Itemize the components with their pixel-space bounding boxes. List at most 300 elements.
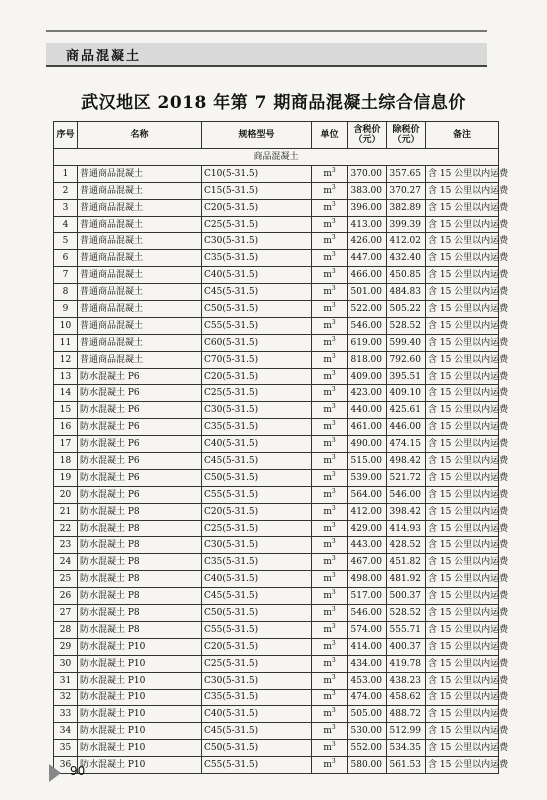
row-remark: 含 15 公里以内运费 xyxy=(426,436,499,453)
header-cell: 规格型号 xyxy=(202,122,312,149)
table-row xyxy=(54,368,499,385)
row-remark: 含 15 公里以内运费 xyxy=(426,554,499,571)
row-unit: $m^3$ xyxy=(312,165,348,182)
row-price-tax: 546.00 xyxy=(348,317,387,334)
row-spec: C30(5-31.5) xyxy=(202,672,312,689)
row-name: 普通商品混凝土 xyxy=(78,301,202,318)
row-price-notax: 546.00 xyxy=(387,486,426,503)
table-section-row xyxy=(54,149,499,166)
row-index: 25 xyxy=(54,571,78,588)
row-name: 防水混凝土 P6 xyxy=(78,385,202,402)
row-index: 35 xyxy=(54,740,78,757)
row-price-tax: 474.00 xyxy=(348,689,387,706)
row-name: 防水混凝土 P6 xyxy=(78,402,202,419)
row-remark: 含 15 公里以内运费 xyxy=(426,605,499,622)
row-index: 31 xyxy=(54,672,78,689)
row-name: 普通商品混凝土 xyxy=(78,199,202,216)
row-name: 防水混凝土 P8 xyxy=(78,571,202,588)
row-name: 防水混凝土 P8 xyxy=(78,537,202,554)
row-price-notax: 521.72 xyxy=(387,469,426,486)
row-price-tax: 447.00 xyxy=(348,250,387,267)
row-price-notax: 599.40 xyxy=(387,334,426,351)
row-spec: C25(5-31.5) xyxy=(202,216,312,233)
page-title: 武汉地区 2018 年第 7 期商品混凝土综合信息价 xyxy=(81,93,466,113)
row-remark: 含 15 公里以内运费 xyxy=(426,419,499,436)
table-row xyxy=(54,605,499,622)
row-remark: 含 15 公里以内运费 xyxy=(426,503,499,520)
table-row xyxy=(54,537,499,554)
row-spec: C15(5-31.5) xyxy=(202,182,312,199)
row-remark: 含 15 公里以内运费 xyxy=(426,182,499,199)
row-unit: $m^3$ xyxy=(312,571,348,588)
row-price-tax: 461.00 xyxy=(348,419,387,436)
table-row xyxy=(54,385,499,402)
row-unit: $m^3$ xyxy=(312,638,348,655)
row-remark: 含 15 公里以内运费 xyxy=(426,402,499,419)
row-price-tax: 522.00 xyxy=(348,301,387,318)
row-price-notax: 395.51 xyxy=(387,368,426,385)
row-index: 9 xyxy=(54,301,78,318)
row-index: 6 xyxy=(54,250,78,267)
row-name: 防水混凝土 P8 xyxy=(78,588,202,605)
row-name: 普通商品混凝土 xyxy=(78,216,202,233)
row-index: 3 xyxy=(54,199,78,216)
table-row xyxy=(54,503,499,520)
row-price-notax: 451.82 xyxy=(387,554,426,571)
row-unit: $m^3$ xyxy=(312,621,348,638)
triangle-marker-icon xyxy=(49,764,61,782)
row-price-tax: 466.00 xyxy=(348,267,387,284)
row-price-tax: 490.00 xyxy=(348,436,387,453)
table-row xyxy=(54,453,499,470)
row-spec: C30(5-31.5) xyxy=(202,537,312,554)
row-spec: C40(5-31.5) xyxy=(202,267,312,284)
table-row xyxy=(54,655,499,672)
row-unit: $m^3$ xyxy=(312,588,348,605)
row-unit: $m^3$ xyxy=(312,520,348,537)
row-price-notax: 400.37 xyxy=(387,638,426,655)
row-price-notax: 528.52 xyxy=(387,317,426,334)
row-spec: C10(5-31.5) xyxy=(202,165,312,182)
row-price-tax: 574.00 xyxy=(348,621,387,638)
row-remark: 含 15 公里以内运费 xyxy=(426,571,499,588)
row-name: 防水混凝土 P10 xyxy=(78,757,202,774)
row-index: 21 xyxy=(54,503,78,520)
row-price-notax: 512.99 xyxy=(387,723,426,740)
row-name: 防水混凝土 P6 xyxy=(78,453,202,470)
table-row xyxy=(54,267,499,284)
row-name: 防水混凝土 P6 xyxy=(78,419,202,436)
row-remark: 含 15 公里以内运费 xyxy=(426,368,499,385)
row-spec: C30(5-31.5) xyxy=(202,402,312,419)
page-number: 90 xyxy=(70,764,86,778)
price-table xyxy=(53,121,509,774)
row-spec: C25(5-31.5) xyxy=(202,520,312,537)
row-unit: $m^3$ xyxy=(312,469,348,486)
table-row xyxy=(54,233,499,250)
row-remark: 含 15 公里以内运费 xyxy=(426,199,499,216)
row-spec: C55(5-31.5) xyxy=(202,757,312,774)
row-index: 7 xyxy=(54,267,78,284)
row-price-notax: 498.42 xyxy=(387,453,426,470)
section-row-label: 商品混凝土 xyxy=(54,149,499,166)
row-name: 防水混凝土 P10 xyxy=(78,723,202,740)
row-name: 普通商品混凝土 xyxy=(78,267,202,284)
row-name: 防水混凝土 P6 xyxy=(78,469,202,486)
row-remark: 含 15 公里以内运费 xyxy=(426,250,499,267)
row-spec: C35(5-31.5) xyxy=(202,250,312,267)
row-price-tax: 818.00 xyxy=(348,351,387,368)
table-row xyxy=(54,689,499,706)
row-price-notax: 505.22 xyxy=(387,301,426,318)
row-index: 1 xyxy=(54,165,78,182)
row-price-tax: 383.00 xyxy=(348,182,387,199)
row-unit: $m^3$ xyxy=(312,334,348,351)
row-name: 普通商品混凝土 xyxy=(78,250,202,267)
row-price-tax: 396.00 xyxy=(348,199,387,216)
row-name: 普通商品混凝土 xyxy=(78,317,202,334)
row-index: 19 xyxy=(54,469,78,486)
row-unit: $m^3$ xyxy=(312,655,348,672)
row-name: 普通商品混凝土 xyxy=(78,334,202,351)
row-unit: $m^3$ xyxy=(312,250,348,267)
row-unit: $m^3$ xyxy=(312,351,348,368)
row-unit: $m^3$ xyxy=(312,402,348,419)
row-remark: 含 15 公里以内运费 xyxy=(426,216,499,233)
row-price-tax: 440.00 xyxy=(348,402,387,419)
row-name: 普通商品混凝土 xyxy=(78,351,202,368)
row-index: 20 xyxy=(54,486,78,503)
table-row xyxy=(54,588,499,605)
table-row xyxy=(54,723,499,740)
row-spec: C45(5-31.5) xyxy=(202,284,312,301)
table-row xyxy=(54,469,499,486)
row-price-tax: 429.00 xyxy=(348,520,387,537)
row-name: 防水混凝土 P8 xyxy=(78,605,202,622)
row-price-notax: 357.65 xyxy=(387,165,426,182)
row-remark: 含 15 公里以内运费 xyxy=(426,334,499,351)
row-unit: $m^3$ xyxy=(312,672,348,689)
row-unit: $m^3$ xyxy=(312,537,348,554)
row-spec: C40(5-31.5) xyxy=(202,436,312,453)
row-price-tax: 501.00 xyxy=(348,284,387,301)
row-unit: $m^3$ xyxy=(312,554,348,571)
table-row xyxy=(54,317,499,334)
row-index: 13 xyxy=(54,368,78,385)
row-spec: C35(5-31.5) xyxy=(202,689,312,706)
row-name: 普通商品混凝土 xyxy=(78,182,202,199)
row-spec: C35(5-31.5) xyxy=(202,419,312,436)
row-remark: 含 15 公里以内运费 xyxy=(426,233,499,250)
table-row xyxy=(54,436,499,453)
row-name: 普通商品混凝土 xyxy=(78,233,202,250)
row-spec: C70(5-31.5) xyxy=(202,351,312,368)
row-unit: $m^3$ xyxy=(312,757,348,774)
row-index: 24 xyxy=(54,554,78,571)
row-unit: $m^3$ xyxy=(312,267,348,284)
row-index: 36 xyxy=(54,757,78,774)
row-spec: C50(5-31.5) xyxy=(202,605,312,622)
row-remark: 含 15 公里以内运费 xyxy=(426,537,499,554)
row-spec: C55(5-31.5) xyxy=(202,486,312,503)
row-spec: C20(5-31.5) xyxy=(202,638,312,655)
row-name: 防水混凝土 P8 xyxy=(78,621,202,638)
row-unit: $m^3$ xyxy=(312,740,348,757)
header-cell: 含税价 （元） xyxy=(348,122,387,149)
row-price-notax: 409.10 xyxy=(387,385,426,402)
row-spec: C50(5-31.5) xyxy=(202,301,312,318)
row-name: 防水混凝土 P8 xyxy=(78,503,202,520)
row-price-notax: 412.02 xyxy=(387,233,426,250)
row-price-tax: 515.00 xyxy=(348,453,387,470)
row-price-tax: 426.00 xyxy=(348,233,387,250)
row-price-tax: 564.00 xyxy=(348,486,387,503)
row-index: 32 xyxy=(54,689,78,706)
row-price-tax: 467.00 xyxy=(348,554,387,571)
row-price-notax: 414.93 xyxy=(387,520,426,537)
row-unit: $m^3$ xyxy=(312,706,348,723)
row-index: 27 xyxy=(54,605,78,622)
row-price-tax: 409.00 xyxy=(348,368,387,385)
table-header-row xyxy=(54,122,499,149)
section-label: 商品混凝土 xyxy=(66,49,142,64)
table-row xyxy=(54,216,499,233)
row-index: 11 xyxy=(54,334,78,351)
row-spec: C25(5-31.5) xyxy=(202,385,312,402)
row-price-notax: 382.89 xyxy=(387,199,426,216)
row-price-notax: 481.92 xyxy=(387,571,426,588)
row-price-tax: 443.00 xyxy=(348,537,387,554)
row-name: 防水混凝土 P10 xyxy=(78,638,202,655)
row-index: 4 xyxy=(54,216,78,233)
row-price-notax: 458.62 xyxy=(387,689,426,706)
row-unit: $m^3$ xyxy=(312,368,348,385)
row-price-notax: 528.52 xyxy=(387,605,426,622)
row-remark: 含 15 公里以内运费 xyxy=(426,317,499,334)
row-price-notax: 500.37 xyxy=(387,588,426,605)
row-price-notax: 474.15 xyxy=(387,436,426,453)
row-unit: $m^3$ xyxy=(312,317,348,334)
row-unit: $m^3$ xyxy=(312,199,348,216)
row-price-tax: 552.00 xyxy=(348,740,387,757)
row-price-tax: 414.00 xyxy=(348,638,387,655)
row-remark: 含 15 公里以内运费 xyxy=(426,301,499,318)
table-row xyxy=(54,706,499,723)
header-cell: 除税价 （元） xyxy=(387,122,426,149)
row-spec: C30(5-31.5) xyxy=(202,233,312,250)
row-name: 防水混凝土 P6 xyxy=(78,436,202,453)
row-unit: $m^3$ xyxy=(312,216,348,233)
table-row xyxy=(54,757,499,774)
row-name: 防水混凝土 P6 xyxy=(78,486,202,503)
header-cell: 单位 xyxy=(312,122,348,149)
row-index: 30 xyxy=(54,655,78,672)
table-row xyxy=(54,672,499,689)
row-price-notax: 534.35 xyxy=(387,740,426,757)
row-unit: $m^3$ xyxy=(312,453,348,470)
row-spec: C55(5-31.5) xyxy=(202,317,312,334)
table-row xyxy=(54,165,499,182)
row-price-tax: 619.00 xyxy=(348,334,387,351)
row-spec: C50(5-31.5) xyxy=(202,740,312,757)
row-price-tax: 453.00 xyxy=(348,672,387,689)
table-row xyxy=(54,284,499,301)
row-name: 防水混凝土 P6 xyxy=(78,368,202,385)
row-remark: 含 15 公里以内运费 xyxy=(426,469,499,486)
row-name: 防水混凝土 P10 xyxy=(78,740,202,757)
row-index: 17 xyxy=(54,436,78,453)
row-name: 防水混凝土 P10 xyxy=(78,655,202,672)
row-price-notax: 438.23 xyxy=(387,672,426,689)
row-spec: C20(5-31.5) xyxy=(202,368,312,385)
row-unit: $m^3$ xyxy=(312,301,348,318)
row-unit: $m^3$ xyxy=(312,723,348,740)
row-index: 34 xyxy=(54,723,78,740)
row-index: 10 xyxy=(54,317,78,334)
row-price-notax: 370.27 xyxy=(387,182,426,199)
table-row xyxy=(54,554,499,571)
top-rule xyxy=(46,30,487,32)
row-price-notax: 555.71 xyxy=(387,621,426,638)
row-unit: $m^3$ xyxy=(312,233,348,250)
row-unit: $m^3$ xyxy=(312,605,348,622)
row-price-notax: 450.85 xyxy=(387,267,426,284)
row-price-notax: 419.78 xyxy=(387,655,426,672)
table-row xyxy=(54,402,499,419)
row-name: 防水混凝土 P8 xyxy=(78,554,202,571)
row-spec: C20(5-31.5) xyxy=(202,503,312,520)
row-spec: C60(5-31.5) xyxy=(202,334,312,351)
row-remark: 含 15 公里以内运费 xyxy=(426,621,499,638)
row-price-tax: 413.00 xyxy=(348,216,387,233)
header-cell: 序号 xyxy=(54,122,78,149)
row-index: 33 xyxy=(54,706,78,723)
row-remark: 含 15 公里以内运费 xyxy=(426,267,499,284)
row-index: 26 xyxy=(54,588,78,605)
table-row xyxy=(54,419,499,436)
row-name: 防水混凝土 P10 xyxy=(78,689,202,706)
row-remark: 含 15 公里以内运费 xyxy=(426,689,499,706)
row-price-tax: 412.00 xyxy=(348,503,387,520)
row-remark: 含 15 公里以内运费 xyxy=(426,638,499,655)
row-spec: C40(5-31.5) xyxy=(202,706,312,723)
row-price-tax: 580.00 xyxy=(348,757,387,774)
table-row xyxy=(54,351,499,368)
row-index: 16 xyxy=(54,419,78,436)
row-name: 普通商品混凝土 xyxy=(78,165,202,182)
row-spec: C45(5-31.5) xyxy=(202,453,312,470)
row-unit: $m^3$ xyxy=(312,385,348,402)
row-index: 12 xyxy=(54,351,78,368)
row-index: 15 xyxy=(54,402,78,419)
row-price-tax: 539.00 xyxy=(348,469,387,486)
row-remark: 含 15 公里以内运费 xyxy=(426,165,499,182)
row-unit: $m^3$ xyxy=(312,503,348,520)
row-spec: C25(5-31.5) xyxy=(202,655,312,672)
section-header-bar xyxy=(46,43,487,67)
row-price-notax: 425.61 xyxy=(387,402,426,419)
table-row xyxy=(54,486,499,503)
row-index: 8 xyxy=(54,284,78,301)
row-remark: 含 15 公里以内运费 xyxy=(426,486,499,503)
header-cell: 备注 xyxy=(426,122,499,149)
row-index: 28 xyxy=(54,621,78,638)
row-unit: $m^3$ xyxy=(312,486,348,503)
table-row xyxy=(54,520,499,537)
row-spec: C40(5-31.5) xyxy=(202,571,312,588)
row-remark: 含 15 公里以内运费 xyxy=(426,740,499,757)
row-unit: $m^3$ xyxy=(312,689,348,706)
row-price-notax: 399.39 xyxy=(387,216,426,233)
row-index: 5 xyxy=(54,233,78,250)
row-remark: 含 15 公里以内运费 xyxy=(426,655,499,672)
row-spec: C20(5-31.5) xyxy=(202,199,312,216)
table-row xyxy=(54,571,499,588)
row-remark: 含 15 公里以内运费 xyxy=(426,284,499,301)
row-price-notax: 446.00 xyxy=(387,419,426,436)
table-row xyxy=(54,740,499,757)
row-name: 防水混凝土 P8 xyxy=(78,520,202,537)
row-unit: $m^3$ xyxy=(312,284,348,301)
row-price-tax: 530.00 xyxy=(348,723,387,740)
row-index: 22 xyxy=(54,520,78,537)
table-row xyxy=(54,334,499,351)
table-row xyxy=(54,638,499,655)
row-price-notax: 792.60 xyxy=(387,351,426,368)
row-remark: 含 15 公里以内运费 xyxy=(426,385,499,402)
row-price-tax: 498.00 xyxy=(348,571,387,588)
row-name: 普通商品混凝土 xyxy=(78,284,202,301)
row-spec: C45(5-31.5) xyxy=(202,588,312,605)
row-spec: C45(5-31.5) xyxy=(202,723,312,740)
row-remark: 含 15 公里以内运费 xyxy=(426,672,499,689)
row-price-notax: 561.53 xyxy=(387,757,426,774)
row-index: 29 xyxy=(54,638,78,655)
row-name: 防水混凝土 P10 xyxy=(78,672,202,689)
row-spec: C55(5-31.5) xyxy=(202,621,312,638)
row-price-notax: 488.72 xyxy=(387,706,426,723)
table-row xyxy=(54,301,499,318)
row-index: 23 xyxy=(54,537,78,554)
row-price-tax: 434.00 xyxy=(348,655,387,672)
table-row xyxy=(54,250,499,267)
table-row xyxy=(54,621,499,638)
row-price-notax: 484.83 xyxy=(387,284,426,301)
header-cell: 名称 xyxy=(78,122,202,149)
row-unit: $m^3$ xyxy=(312,419,348,436)
row-name: 防水混凝土 P10 xyxy=(78,706,202,723)
row-remark: 含 15 公里以内运费 xyxy=(426,453,499,470)
row-unit: $m^3$ xyxy=(312,182,348,199)
row-unit: $m^3$ xyxy=(312,436,348,453)
row-index: 18 xyxy=(54,453,78,470)
row-remark: 含 15 公里以内运费 xyxy=(426,706,499,723)
row-price-notax: 432.40 xyxy=(387,250,426,267)
row-price-tax: 546.00 xyxy=(348,605,387,622)
row-spec: C50(5-31.5) xyxy=(202,469,312,486)
row-price-tax: 505.00 xyxy=(348,706,387,723)
row-remark: 含 15 公里以内运费 xyxy=(426,757,499,774)
row-price-tax: 370.00 xyxy=(348,165,387,182)
row-price-notax: 428.52 xyxy=(387,537,426,554)
row-remark: 含 15 公里以内运费 xyxy=(426,351,499,368)
row-index: 14 xyxy=(54,385,78,402)
row-index: 2 xyxy=(54,182,78,199)
row-price-notax: 398.42 xyxy=(387,503,426,520)
row-price-tax: 517.00 xyxy=(348,588,387,605)
row-remark: 含 15 公里以内运费 xyxy=(426,723,499,740)
row-spec: C35(5-31.5) xyxy=(202,554,312,571)
